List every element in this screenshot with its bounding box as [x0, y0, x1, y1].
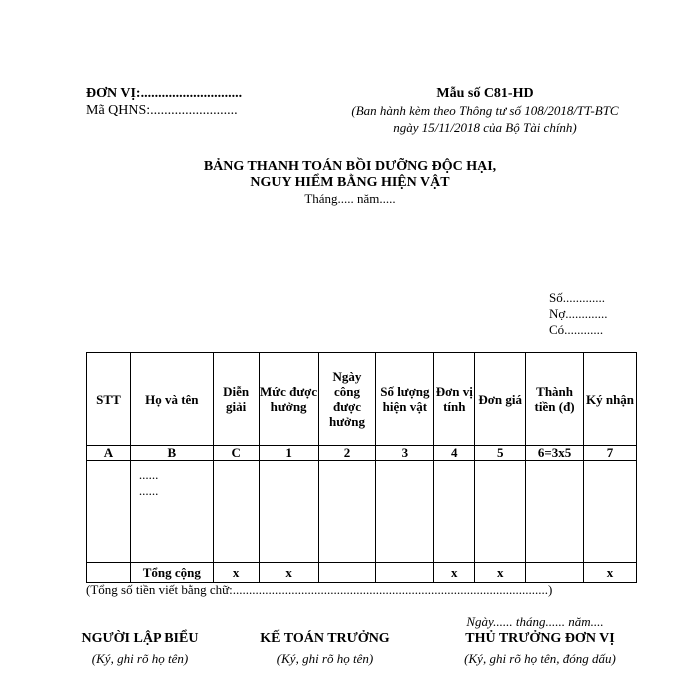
- ref-no: Nợ.............: [549, 306, 608, 321]
- table-cell: [434, 461, 475, 563]
- issued-by-line2: ngày 15/11/2018 của Bộ Tài chính): [393, 120, 577, 135]
- total-cell: [318, 563, 376, 583]
- col-header: Ngày công được hưởng: [318, 353, 376, 446]
- table-cell: [584, 461, 637, 563]
- total-cell: [526, 563, 584, 583]
- qhns-label: Mã QHNS:.........................: [86, 103, 238, 118]
- total-cell: [87, 563, 131, 583]
- col-header: Mức được hưởng: [259, 353, 318, 446]
- column-code: 4: [434, 446, 475, 461]
- col-header: Họ và tên: [130, 353, 213, 446]
- table-header-row: [87, 353, 637, 446]
- total-row: [87, 563, 637, 583]
- signature-note-preparer: (Ký, ghi rõ họ tên): [91, 651, 189, 666]
- name-cell: [130, 461, 213, 563]
- column-code: 3: [376, 446, 434, 461]
- table-body-row: [87, 461, 637, 563]
- column-code: 2: [318, 446, 376, 461]
- amount-in-words: (Tổng số tiền viết bằng chữ:.................................................................................................): [86, 582, 553, 597]
- column-code: A: [87, 446, 131, 461]
- total-cell: x: [213, 563, 259, 583]
- col-header: Số lượng hiện vật: [376, 353, 434, 446]
- signature-title-head: THỦ TRƯỞNG ĐƠN VỊ: [465, 631, 615, 646]
- dots-placeholder: ......: [138, 483, 159, 498]
- total-cell: x: [434, 563, 475, 583]
- issued-by-line1: (Ban hành kèm theo Thông tư số 108/2018/TT-BTC: [351, 103, 619, 118]
- total-cell: x: [584, 563, 637, 583]
- payment-table: [86, 352, 637, 583]
- table-cell: [376, 461, 434, 563]
- col-header: Diễn giải: [213, 353, 259, 446]
- col-header: Thành tiền (đ): [526, 353, 584, 446]
- table-cell: [318, 461, 376, 563]
- table-cell: [526, 461, 584, 563]
- column-code: 1: [259, 446, 318, 461]
- total-cell: [376, 563, 434, 583]
- column-code: 7: [584, 446, 637, 461]
- ref-so: Số.............: [549, 290, 605, 305]
- form-title-line1: BẢNG THANH TOÁN BỒI DƯỠNG ĐỘC HẠI,: [203, 159, 497, 174]
- column-code: 6=3x5: [526, 446, 584, 461]
- table-cell: [475, 461, 526, 563]
- col-header: Đơn giá: [475, 353, 526, 446]
- month-year: Tháng..... năm.....: [304, 191, 396, 206]
- unit-label: ĐƠN VỊ:.............................: [86, 86, 243, 101]
- table-cell: [87, 461, 131, 563]
- column-code: C: [213, 446, 259, 461]
- form-title-line2: NGUY HIỂM BẰNG HIỆN VẬT: [250, 175, 450, 190]
- table-cell: [259, 461, 318, 563]
- column-codes-row: [87, 446, 637, 461]
- col-header: Ký nhận: [584, 353, 637, 446]
- column-code: B: [130, 446, 213, 461]
- form-number: Mẫu số C81-HD: [436, 86, 534, 101]
- total-cell: x: [259, 563, 318, 583]
- signature-note-head: (Ký, ghi rõ họ tên, đóng dấu): [464, 651, 616, 666]
- date-line: Ngày...... tháng...... năm....: [466, 614, 604, 629]
- col-header: Đơn vị tính: [434, 353, 475, 446]
- signature-title-chief-accountant: KẾ TOÁN TRƯỞNG: [260, 631, 390, 646]
- dots-placeholder: ......: [138, 467, 159, 482]
- signature-title-preparer: NGƯỜI LẬP BIỂU: [81, 631, 199, 646]
- signature-note-chief-accountant: (Ký, ghi rõ họ tên): [276, 651, 374, 666]
- column-code: 5: [475, 446, 526, 461]
- total-label: Tổng cộng: [130, 563, 213, 583]
- col-header: STT: [87, 353, 131, 446]
- total-cell: x: [475, 563, 526, 583]
- table-cell: [213, 461, 259, 563]
- ref-co: Có............: [549, 322, 604, 337]
